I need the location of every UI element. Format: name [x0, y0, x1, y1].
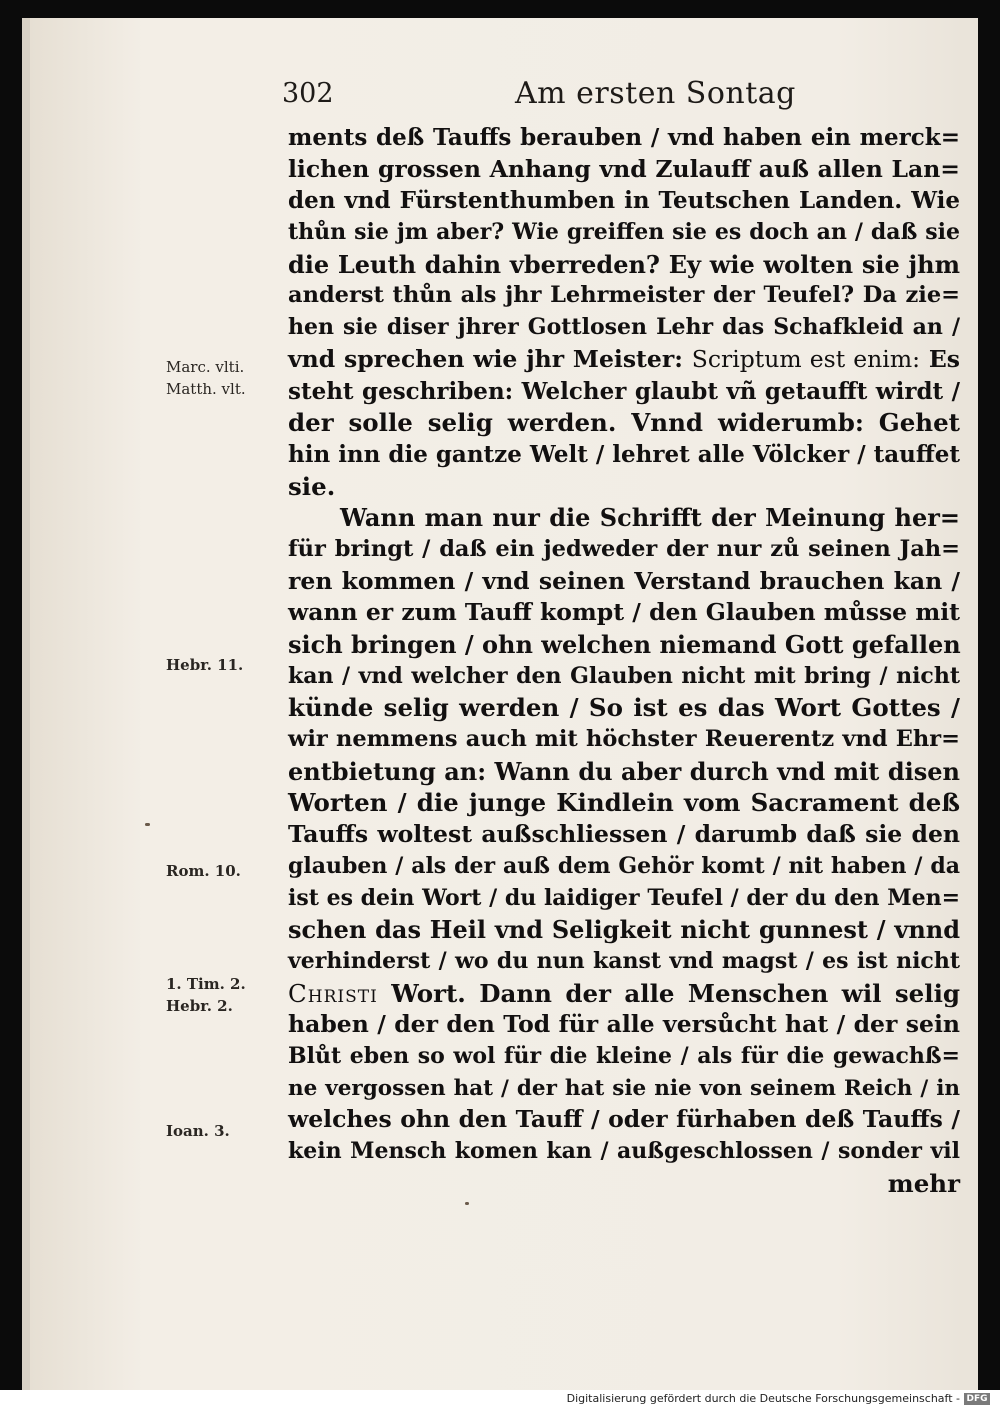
- text-line: thůn sie jm aber? Wie greiffen sie es doch an / daß sie: [288, 219, 960, 246]
- footer-strip: [0, 1390, 1000, 1409]
- margin-note: 1. Tim. 2.: [166, 975, 246, 993]
- text-line: entbietung an: Wann du aber durch vnd mit disen: [288, 756, 960, 786]
- text-line: Tauffs woltest außschliessen / darumb daß sie den: [288, 820, 960, 849]
- text-line-mixed: [288, 978, 960, 1010]
- text-line: der solle selig werden. Vnnd widerumb: Gehet: [288, 408, 960, 438]
- text-line: glauben / als der auß dem Gehör komt / nit haben / da: [288, 852, 960, 879]
- text-line: hin inn die gantze Welt / lehret alle Völcker / tauffet: [288, 440, 961, 468]
- text-line: verhinderst / wo du nun kanst vnd magst / es ist nicht: [288, 947, 960, 974]
- text-line: für bringt / daß ein jedweder der nur zů seinen Jah=: [288, 535, 960, 562]
- text-line: hen sie diser jhrer Gottlosen Lehr das Schafkleid an /: [288, 314, 960, 341]
- text-line: wir nemmens auch mit höchster Reuerentz vnd Ehr=: [288, 726, 960, 753]
- text-line: kan / vnd welcher den Glauben nicht mit bring / nicht: [288, 662, 960, 689]
- text-line: lichen grossen Anhang vnd Zulauff auß allen Lan=: [288, 154, 960, 183]
- margin-note: Matth. vlt.: [166, 380, 246, 398]
- running-head: Am ersten Sontag: [515, 76, 796, 111]
- paper-speck: [465, 1202, 469, 1205]
- text-line: wann er zum Tauff kompt / den Glauben můsse mit: [288, 598, 960, 627]
- margin-note: Rom. 10.: [166, 862, 241, 880]
- text-line: ments deß Tauffs berauben / vnd haben ein merck=: [288, 124, 960, 151]
- text-line: schen das Heil vnd Seligkeit nicht gunnest / vnnd: [288, 915, 960, 945]
- text-line: die Leuth dahin vberreden? Ey wie wolten sie jhm: [288, 249, 960, 279]
- text-line: ne vergossen hat / der hat sie nie von seinem Reich / in: [288, 1075, 960, 1101]
- footer-credit: Digitalisierung gefördert durch die Deutsche Forschungsgemeinschaft -: [566, 1392, 960, 1405]
- latin-quote: Scriptum est enim:: [691, 344, 921, 373]
- catchword: mehr: [887, 1168, 960, 1198]
- text-line: ren kommen / vnd seinen Verstand brauchen kan /: [288, 566, 960, 595]
- text-line: haben / der den Tod für alle versůcht hat / der sein: [288, 1010, 960, 1039]
- text-line: sich bringen / ohn welchen niemand Gott gefallen: [288, 630, 961, 659]
- text-segment: Wort. Dann der alle Menschen wil selig: [391, 978, 961, 1008]
- text-line: steht geschriben: Welcher glaubt vñ getaufft wirdt /: [288, 377, 960, 405]
- text-line: ist es dein Wort / du laidiger Teufel / der du den Men=: [288, 884, 960, 911]
- text-line: Blůt eben so wol für die kleine / als für die gewachß=: [288, 1042, 960, 1069]
- text-segment: vnd sprechen wie jhr Meister:: [288, 344, 683, 373]
- body-text: [288, 122, 960, 1199]
- margin-note: Hebr. 11.: [166, 656, 244, 674]
- text-line: kein Mensch komen kan / außgeschlossen / sonder vil: [288, 1138, 960, 1164]
- text-segment: Es: [928, 344, 960, 373]
- paper-speck: [145, 823, 150, 826]
- text-line: welches ohn den Tauff / oder fürhaben deß Tauffs /: [288, 1105, 960, 1134]
- margin-note: Marc. vlti.: [166, 358, 245, 376]
- page-header: [250, 74, 810, 114]
- page-number: 302: [282, 78, 334, 109]
- text-line: Worten / die junge Kindlein vom Sacrament deß: [288, 788, 960, 818]
- text-line: anderst thůn als jhr Lehrmeister der Teufel? Da zie=: [288, 282, 960, 309]
- dfg-logo: DFG: [964, 1393, 990, 1405]
- text-line: den vnd Fürstenthumben in Teutschen Landen. Wie: [288, 187, 960, 215]
- christi-small-caps: Christi: [288, 978, 378, 1008]
- text-line: Wann man nur die Schrifft der Meinung her=: [340, 503, 960, 533]
- margin-note: Ioan. 3.: [166, 1122, 230, 1140]
- margin-note: Hebr. 2.: [166, 997, 233, 1015]
- text-line: sie.: [288, 471, 336, 501]
- text-line: künde selig werden / So ist es das Wort Gottes /: [288, 693, 960, 723]
- text-line-mixed: [288, 344, 960, 376]
